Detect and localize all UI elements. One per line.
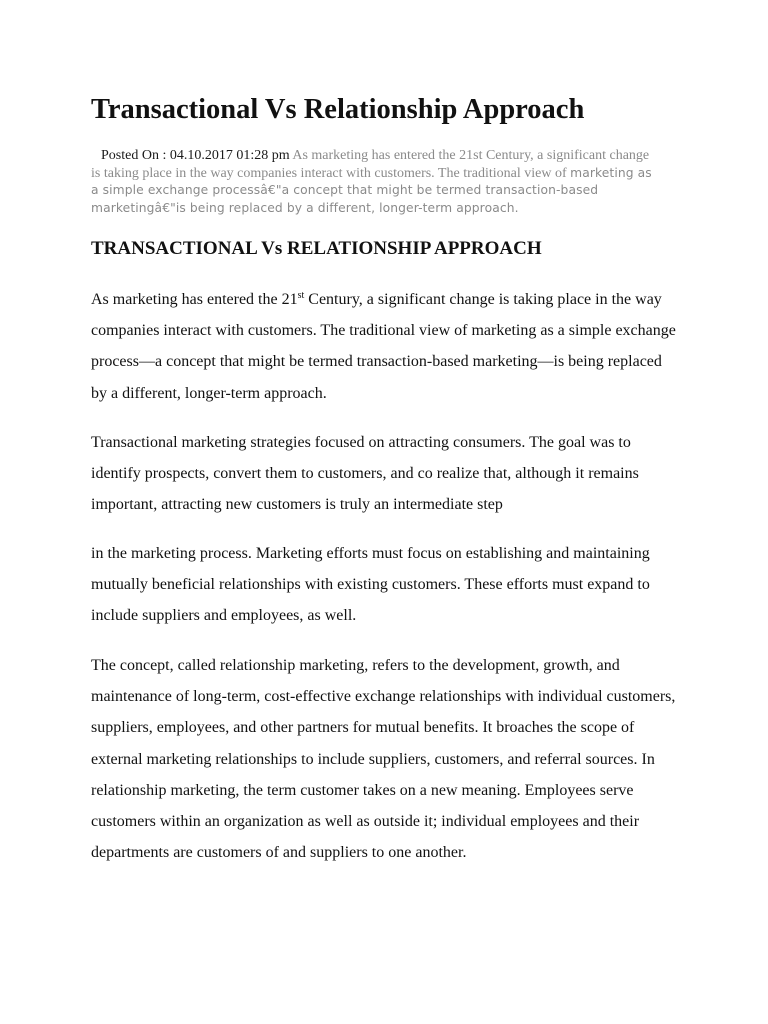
- paragraph-4: The concept, called relationship marketing, refers to the development, growth, and maintenance of long-term, cost-effective exchange relationships with individual customers, suppliers, employees, and other partners for mutual benefits. It broaches the scope of external marketing relationships to include suppliers, customers, and referral sources. In relationship marketing, the term customer takes on a new meaning. Employees serve customers within an organization as well as outside it; individual employees and their departments are customers of and suppliers to one another.: [91, 657, 676, 862]
- summary-text-continued: marketing as a simple exchange processâ€"a concept that might be termed transaction-based marketingâ€"is being replaced by a different, longer-term approach.: [91, 165, 652, 215]
- section-heading: TRANSACTIONAL Vs RELATIONSHIP APPROACH: [91, 238, 542, 259]
- paragraph-3: in the marketing process. Marketing efforts must focus on establishing and maintaining mutually beneficial relationships with existing customers. These efforts must expand to include suppliers and employees, as well.: [91, 545, 650, 625]
- summary-text: As marketing has entered the 21st Century, a significant change is taking place in the way companies interact with customers. The traditional view of: [91, 148, 650, 181]
- paragraph-1: [91, 284, 679, 409]
- page-title: Transactional Vs Relationship Approach: [91, 94, 585, 125]
- post-meta: [91, 147, 661, 217]
- posted-on-label: Posted On :: [101, 148, 167, 163]
- ordinal-superscript: st: [297, 290, 305, 301]
- paragraph-1-text-start: As marketing has entered the 21: [91, 291, 298, 308]
- paragraph-2: Transactional marketing strategies focused on attracting consumers. The goal was to identify prospects, convert them to customers, and co realize that, although it remains important, attracting new customers is truly an intermediate step: [91, 434, 639, 514]
- paragraph-1-text-end: Century, a significant change is taking place in the way companies interact with customers. The traditional view of marketing as a simple exchange process—a concept that might be termed transaction-based marketing—is being replaced by a different, longer-term approach.: [91, 291, 676, 402]
- posted-date: 04.10.2017 01:28 pm: [169, 148, 290, 163]
